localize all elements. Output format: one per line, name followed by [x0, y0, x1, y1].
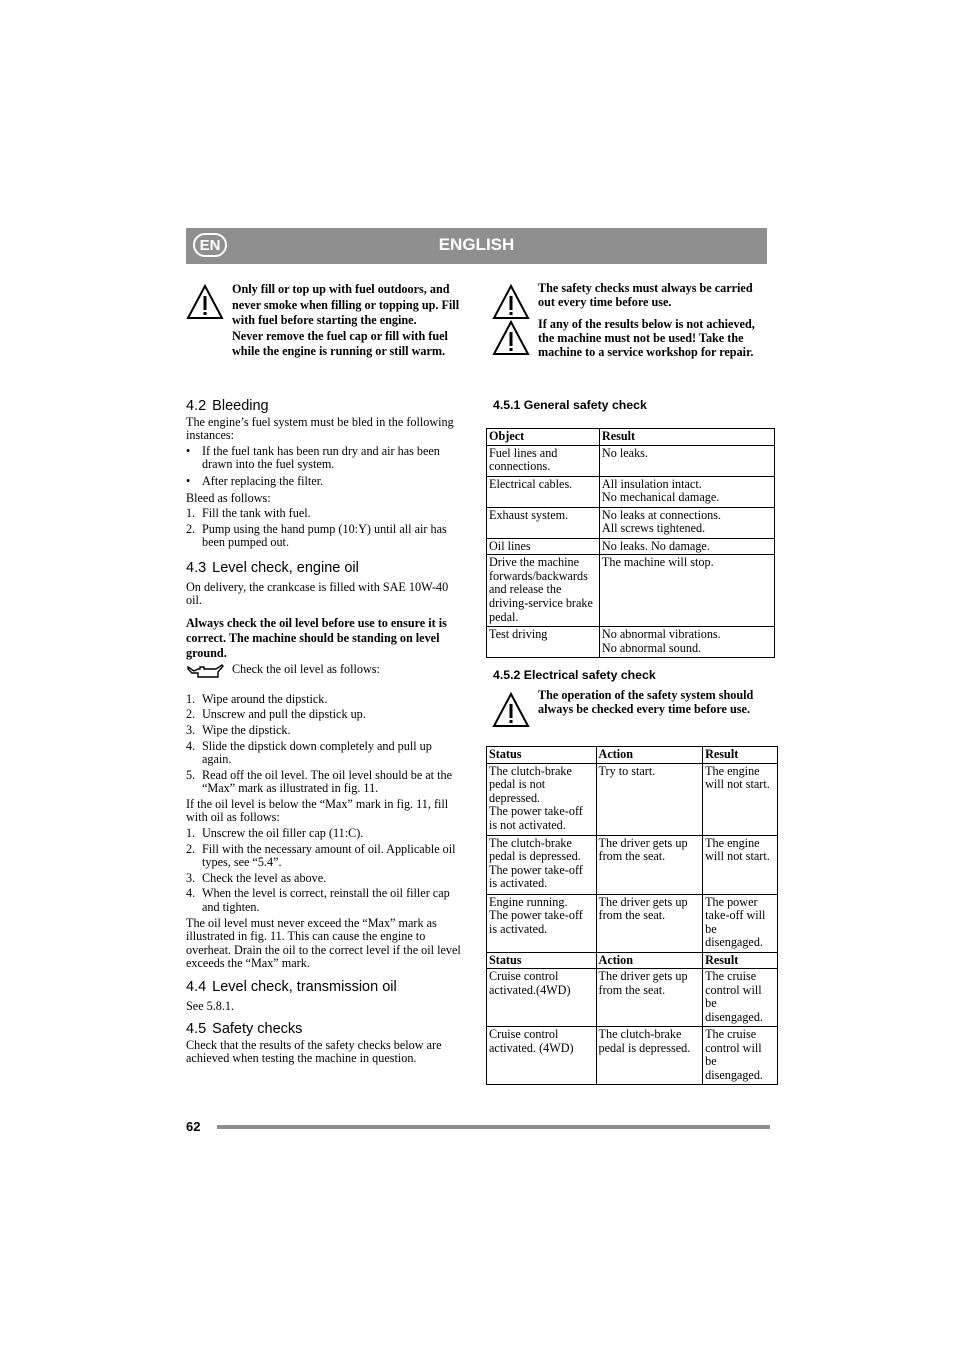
table-header-row: [487, 952, 778, 969]
table-row: [487, 445, 775, 476]
paragraph: On delivery, the crankcase is filled with SAE 10W-40 oil.: [186, 579, 449, 608]
fuel-warning: [232, 282, 462, 360]
list-item: 3. Check the level as above.: [186, 870, 327, 885]
page-title: ENGLISH: [438, 235, 515, 254]
table-cell: The machine will stop.: [599, 555, 774, 627]
table-cell: The cruise control will be disengaged.: [703, 1027, 778, 1085]
column-header: Status: [487, 747, 597, 764]
list-item: 4. When the level is correct, reinstall the oil filler cap and tighten.: [186, 886, 450, 915]
table-cell: The clutch-brake pedal is depressed.: [596, 1027, 703, 1085]
table-row: [487, 476, 775, 507]
oil-can-icon: [186, 663, 226, 679]
section-heading-4-4: 4.4 Level check, transmission oil: [186, 979, 397, 995]
list-item: 2. Fill with the necessary amount of oil. Applicable oil types, see “5.4”.: [186, 841, 456, 870]
table-cell: Electrical cables.: [487, 476, 600, 507]
column-header: Object: [487, 429, 600, 446]
paragraph: If the oil level is below the “Max” mark in fig. 11, fill with oil as follows:: [186, 796, 449, 825]
table-cell: The power take-off will be disengaged.: [703, 894, 778, 952]
list-item: 3. Wipe the dipstick.: [186, 722, 291, 737]
table-cell: Engine running. The power take-off is activated.: [487, 894, 597, 952]
table-cell: The clutch-brake pedal is depressed. The power take-off is activated.: [487, 835, 597, 894]
column-header: Result: [703, 747, 778, 764]
warning-icon: [492, 692, 530, 728]
table-row: [487, 555, 775, 627]
list-item: 1. Wipe around the dipstick.: [186, 691, 328, 706]
section-heading-4-2: 4.2 Bleeding: [186, 398, 269, 414]
table-row: [487, 969, 778, 1027]
column-header: Result: [703, 952, 778, 969]
table-cell: No leaks at connections. All screws tightened.: [599, 507, 774, 538]
table-cell: The driver gets up from the seat.: [596, 894, 703, 952]
column-header: Action: [596, 952, 703, 969]
oil-check-text: Check the oil level as follows:: [232, 661, 380, 676]
table-cell: The engine will not start.: [703, 763, 778, 835]
table-cell: The driver gets up from the seat.: [596, 835, 703, 894]
table-cell: Try to start.: [596, 763, 703, 835]
column-header: Result: [599, 429, 774, 446]
table-row: [487, 763, 778, 835]
subsection-heading-4-5-2: 4.5.2 Electrical safety check: [493, 668, 656, 682]
warning-icon: [492, 284, 530, 320]
table-cell: Cruise control activated. (4WD): [487, 1027, 597, 1085]
page-number: 62: [186, 1119, 201, 1134]
electrical-safety-table: [486, 746, 778, 1085]
table-cell: Test driving: [487, 627, 600, 658]
bold-paragraph: Always check the oil level before use to ensure it is correct. The machine should be standing on level ground.: [186, 615, 447, 660]
table-row: [487, 627, 775, 658]
table-cell: All insulation intact. No mechanical damage.: [599, 476, 774, 507]
subsection-heading-4-5-1: 4.5.1 General safety check: [493, 398, 647, 412]
list-item: 2. Unscrew and pull the dipstick up.: [186, 707, 366, 722]
table-row: [487, 507, 775, 538]
general-safety-table: [486, 428, 775, 658]
section-heading-4-5: 4.5 Safety checks: [186, 1021, 303, 1038]
fuel-warning-text-2: Never remove the fuel cap or fill with fuel while the engine is running or still warm.: [232, 328, 448, 358]
list-item: 4. Slide the dipstick down completely and pull up again.: [186, 738, 432, 767]
footer-rule: [217, 1125, 770, 1129]
table-row: [487, 835, 778, 894]
table-cell: The engine will not start.: [703, 835, 778, 894]
safety-warning-2: If any of the results below is not achieved, the machine must not be used! Take the machine to a service workshop for repair.: [538, 317, 755, 359]
table-cell: Oil lines: [487, 538, 600, 555]
table-cell: The clutch-brake pedal is not depressed. The power take-off is not activated.: [487, 763, 597, 835]
column-header: Action: [596, 747, 703, 764]
paragraph: Bleed as follows:: [186, 490, 271, 505]
table-cell: No abnormal vibrations. No abnormal sound.: [599, 627, 774, 658]
table-cell: Exhaust system.: [487, 507, 600, 538]
section-heading-4-3: 4.3 Level check, engine oil: [186, 559, 359, 576]
table-row: [487, 1027, 778, 1085]
paragraph: See 5.8.1.: [186, 998, 235, 1013]
table-row: [487, 538, 775, 555]
paragraph: Check that the results of the safety checks below are achieved when testing the machine in question.: [186, 1037, 442, 1066]
column-header: Status: [487, 952, 597, 969]
language-badge: EN: [193, 233, 227, 257]
table-cell: Fuel lines and connections.: [487, 445, 600, 476]
table-cell: The driver gets up from the seat.: [596, 969, 703, 1027]
warning-icon: [492, 320, 530, 356]
list-item: • If the fuel tank has been run dry and air has been drawn into the fuel system.: [186, 443, 440, 472]
table-cell: No leaks.: [599, 445, 774, 476]
list-item: 5. Read off the oil level. The oil level should be at the “Max” mark as illustrated in fig. 11.: [186, 767, 453, 796]
table-cell: Drive the machine forwards/backwards and release the driving-service brake pedal.: [487, 555, 600, 627]
list-item: 2. Pump using the hand pump (10:Y) until all air has been pumped out.: [186, 521, 447, 550]
list-item: 1. Fill the tank with fuel.: [186, 506, 311, 521]
table-cell: The cruise control will be disengaged.: [703, 969, 778, 1027]
list-item: • After replacing the filter.: [186, 473, 324, 488]
table-header-row: [487, 429, 775, 446]
list-item: 1. Unscrew the oil filler cap (11:C).: [186, 826, 364, 841]
fuel-warning-text: Only fill or top up with fuel outdoors, and never smoke when filling or topping up. Fill with fuel before starting the engine.: [232, 282, 460, 327]
paragraph: The oil level must never exceed the “Max” mark as illustrated in fig. 11. This can cause the engine to overheat. Drain the oil to the correct level if the oil level exceeds the “Max” mark.: [186, 915, 461, 971]
table-cell: Cruise control activated.(4WD): [487, 969, 597, 1027]
electrical-warning: The operation of the safety system should always be checked every time before use.: [538, 688, 754, 716]
table-row: [487, 894, 778, 952]
table-cell: No leaks. No damage.: [599, 538, 774, 555]
warning-icon: [186, 284, 224, 320]
left-column: [186, 400, 462, 1066]
safety-warning-1: The safety checks must always be carried out every time before use.: [538, 281, 753, 309]
table-header-row: [487, 747, 778, 764]
paragraph: The engine’s fuel system must be bled in the following instances:: [186, 414, 454, 443]
oil-check-line: [186, 663, 462, 693]
language-banner: [186, 228, 767, 264]
